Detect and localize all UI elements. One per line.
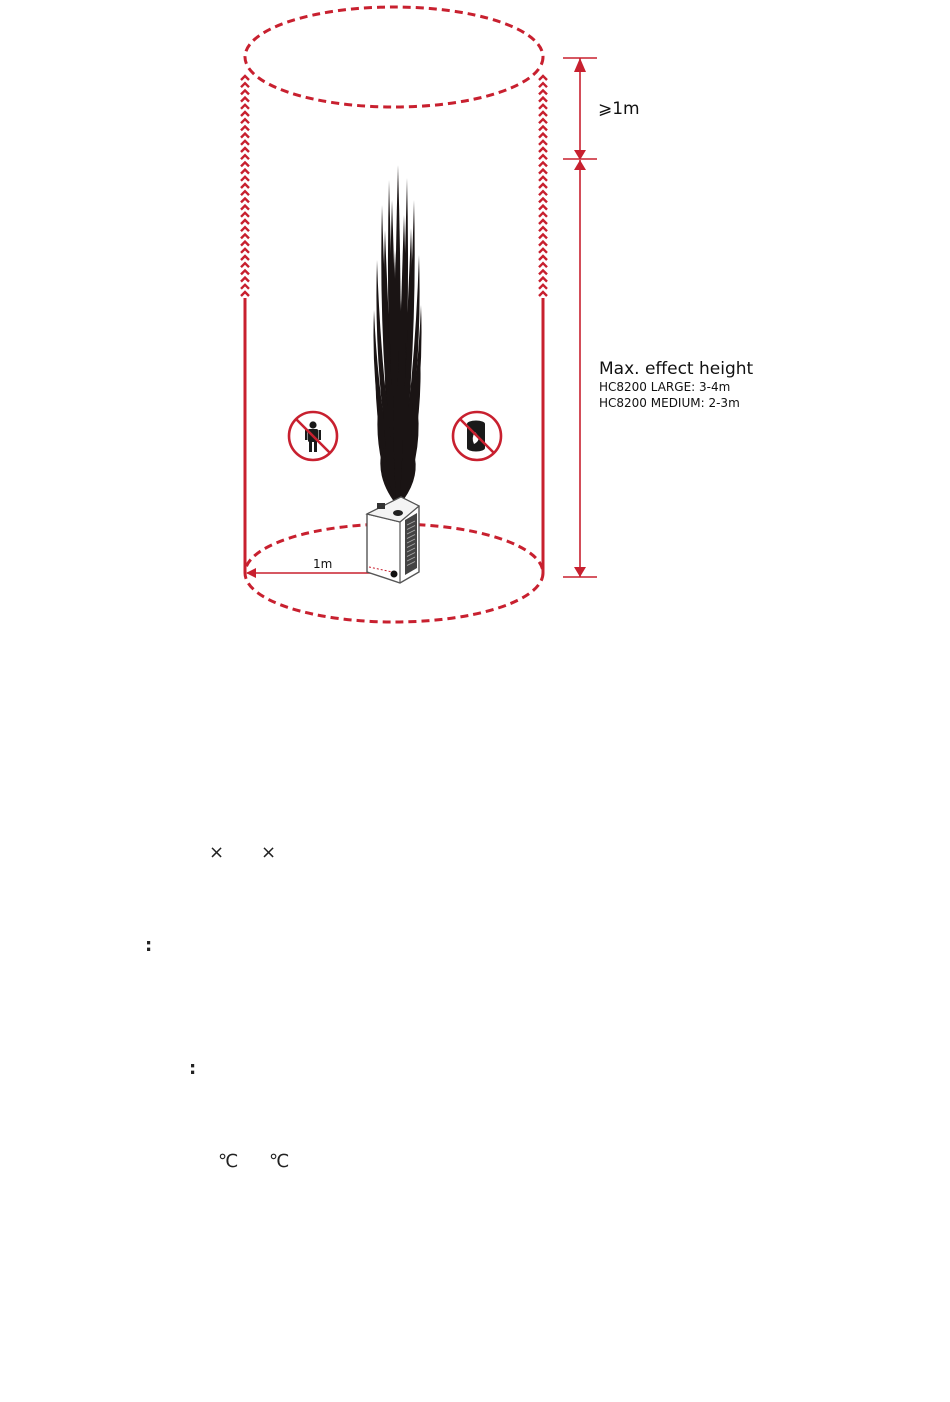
top-clearance-label: ⩾1m bbox=[598, 99, 640, 119]
radius-label: 1m bbox=[313, 557, 333, 571]
spark-fountain bbox=[373, 165, 421, 505]
colon-glyph: : bbox=[189, 1058, 197, 1079]
celsius-glyph: ℃ bbox=[218, 1151, 239, 1172]
celsius-glyph: ℃ bbox=[269, 1151, 290, 1172]
right-chevron-column bbox=[539, 76, 547, 296]
medium-model-spec: HC8200 MEDIUM: 2-3m bbox=[599, 396, 740, 410]
times-glyph: × bbox=[209, 842, 225, 863]
no-flammables-icon bbox=[453, 412, 501, 460]
effect-height-title: Max. effect height bbox=[599, 359, 754, 379]
no-person-icon bbox=[289, 412, 337, 460]
left-chevron-column bbox=[241, 76, 249, 296]
clearance-dimension bbox=[563, 58, 597, 160]
times-glyph: × bbox=[261, 842, 277, 863]
spark-machine bbox=[367, 497, 419, 583]
large-model-spec: HC8200 LARGE: 3-4m bbox=[599, 380, 731, 394]
height-dimension bbox=[563, 160, 597, 577]
top-boundary-ellipse bbox=[245, 7, 543, 107]
colon-glyph: : bbox=[145, 935, 153, 956]
safety-zone-diagram bbox=[0, 0, 950, 650]
